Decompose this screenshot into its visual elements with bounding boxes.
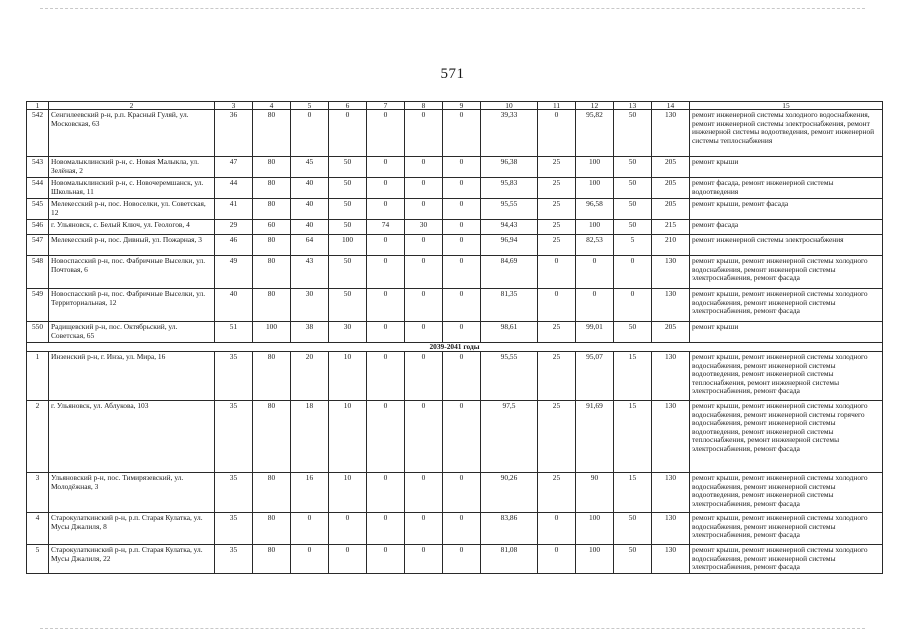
works-cell: ремонт крыши, ремонт инженерной системы холодного водоснабжения, ремонт инженерной системы водоотведения, ремонт инженерной системы теплоснабжения, ремонт инженерной системы электроснабжения, ремонт фасада (690, 352, 883, 401)
value-cell: 0 (443, 157, 481, 178)
value-cell: 80 (253, 352, 291, 401)
value-cell: 0 (443, 235, 481, 256)
row-index: 542 (27, 110, 49, 157)
value-cell: 51 (215, 322, 253, 343)
value-cell: 47 (215, 157, 253, 178)
row-index: 548 (27, 256, 49, 289)
value-cell: 50 (614, 220, 652, 235)
value-cell: 50 (614, 513, 652, 545)
value-cell: 74 (367, 220, 405, 235)
value-cell: 30 (405, 220, 443, 235)
page-number: 571 (440, 66, 465, 82)
value-cell: 130 (652, 545, 690, 574)
value-cell: 0 (443, 545, 481, 574)
value-cell: 50 (614, 199, 652, 220)
value-cell: 205 (652, 178, 690, 199)
value-cell: 0 (367, 352, 405, 401)
value-cell: 130 (652, 513, 690, 545)
value-cell: 0 (443, 322, 481, 343)
column-number: 10 (481, 102, 538, 110)
value-cell: 80 (253, 110, 291, 157)
value-cell: 210 (652, 235, 690, 256)
value-cell: 0 (443, 178, 481, 199)
value-cell: 0 (367, 322, 405, 343)
value-cell: 25 (538, 352, 576, 401)
value-cell: 0 (405, 545, 443, 574)
address-cell: Ульяновский р-н, пос. Тимирязевский, ул. Молодёжная, 3 (49, 473, 215, 513)
value-cell: 0 (291, 513, 329, 545)
value-cell: 81,35 (481, 289, 538, 322)
address-cell: Радищевский р-н, пос. Октябрьский, ул. Советская, 65 (49, 322, 215, 343)
value-cell: 130 (652, 352, 690, 401)
address-cell: Новомалыклинский р-н, с. Новая Малыкла, ул. Зелёная, 2 (49, 157, 215, 178)
value-cell: 130 (652, 289, 690, 322)
value-cell: 0 (367, 199, 405, 220)
value-cell: 80 (253, 473, 291, 513)
value-cell: 30 (291, 289, 329, 322)
value-cell: 16 (291, 473, 329, 513)
value-cell: 0 (329, 513, 367, 545)
value-cell: 95,83 (481, 178, 538, 199)
value-cell: 25 (538, 220, 576, 235)
value-cell: 80 (253, 401, 291, 473)
value-cell: 25 (538, 322, 576, 343)
address-cell: Сенгилеевский р-н, р.п. Красный Гуляй, ул. Московская, 63 (49, 110, 215, 157)
value-cell: 100 (329, 235, 367, 256)
table-body (27, 102, 883, 574)
value-cell: 0 (443, 473, 481, 513)
row-index: 3 (27, 473, 49, 513)
value-cell: 0 (405, 513, 443, 545)
address-cell: Мелекесский р-н, пос. Новоселки, ул. Советская, 12 (49, 199, 215, 220)
value-cell: 30 (329, 322, 367, 343)
column-number: 11 (538, 102, 576, 110)
value-cell: 0 (614, 289, 652, 322)
row-index: 550 (27, 322, 49, 343)
row-index: 1 (27, 352, 49, 401)
table-row (27, 401, 883, 473)
works-cell: ремонт крыши, ремонт инженерной системы холодного водоснабжения, ремонт инженерной системы электроснабжения, ремонт фасада (690, 256, 883, 289)
value-cell: 0 (405, 289, 443, 322)
section-title: 2039-2041 годы (27, 343, 883, 352)
value-cell: 20 (291, 352, 329, 401)
value-cell: 95,55 (481, 199, 538, 220)
column-number: 8 (405, 102, 443, 110)
value-cell: 35 (215, 513, 253, 545)
value-cell: 0 (443, 352, 481, 401)
value-cell: 0 (291, 110, 329, 157)
works-cell: ремонт крыши, ремонт инженерной системы холодного водоснабжения, ремонт инженерной системы электроснабжения, ремонт фасада (690, 545, 883, 574)
value-cell: 80 (253, 157, 291, 178)
value-cell: 0 (443, 256, 481, 289)
value-cell: 95,82 (576, 110, 614, 157)
value-cell: 43 (291, 256, 329, 289)
value-cell: 40 (291, 220, 329, 235)
value-cell: 0 (367, 289, 405, 322)
works-cell: ремонт крыши, ремонт инженерной системы холодного водоснабжения, ремонт инженерной системы электроснабжения, ремонт фасада (690, 513, 883, 545)
value-cell: 130 (652, 256, 690, 289)
value-cell: 90,26 (481, 473, 538, 513)
value-cell: 95,55 (481, 352, 538, 401)
table-row (27, 157, 883, 178)
value-cell: 46 (215, 235, 253, 256)
value-cell: 25 (538, 199, 576, 220)
value-cell: 96,38 (481, 157, 538, 178)
value-cell: 0 (405, 235, 443, 256)
value-cell: 0 (367, 178, 405, 199)
value-cell: 98,61 (481, 322, 538, 343)
value-cell: 10 (329, 473, 367, 513)
value-cell: 0 (405, 473, 443, 513)
address-cell: Новоспасский р-н, пос. Фабричные Выселки, ул. Почтовая, 6 (49, 256, 215, 289)
value-cell: 25 (538, 235, 576, 256)
column-number: 15 (690, 102, 883, 110)
value-cell: 35 (215, 352, 253, 401)
value-cell: 64 (291, 235, 329, 256)
value-cell: 80 (253, 235, 291, 256)
value-cell: 80 (253, 289, 291, 322)
column-number: 3 (215, 102, 253, 110)
value-cell: 0 (614, 256, 652, 289)
works-cell: ремонт фасада, ремонт инженерной системы водоотведения (690, 178, 883, 199)
value-cell: 60 (253, 220, 291, 235)
value-cell: 38 (291, 322, 329, 343)
value-cell: 50 (614, 110, 652, 157)
value-cell: 0 (443, 289, 481, 322)
address-cell: г. Ульяновск, ул. Аблукова, 103 (49, 401, 215, 473)
address-cell: Новомалыклинский р-н, с. Новочеремшанск, ул. Школьная, 11 (49, 178, 215, 199)
value-cell: 205 (652, 199, 690, 220)
row-index: 5 (27, 545, 49, 574)
value-cell: 95,07 (576, 352, 614, 401)
value-cell: 83,86 (481, 513, 538, 545)
value-cell: 0 (405, 322, 443, 343)
table-row (27, 256, 883, 289)
housing-repair-table (26, 101, 883, 574)
column-number: 4 (253, 102, 291, 110)
value-cell: 0 (367, 401, 405, 473)
value-cell: 45 (291, 157, 329, 178)
value-cell: 0 (405, 352, 443, 401)
works-cell: ремонт крыши (690, 157, 883, 178)
value-cell: 0 (538, 513, 576, 545)
value-cell: 0 (367, 256, 405, 289)
value-cell: 29 (215, 220, 253, 235)
address-cell: Новоспасский р-н, пос. Фабричные Выселки, ул. Территориальная, 12 (49, 289, 215, 322)
value-cell: 0 (443, 220, 481, 235)
value-cell: 25 (538, 178, 576, 199)
table-row (27, 220, 883, 235)
address-cell: г. Ульяновск, с. Белый Ключ, ул. Геологов, 4 (49, 220, 215, 235)
row-index: 549 (27, 289, 49, 322)
value-cell: 35 (215, 401, 253, 473)
value-cell: 40 (291, 199, 329, 220)
works-cell: ремонт крыши, ремонт инженерной системы холодного водоснабжения, ремонт инженерной системы водоотведения, ремонт инженерной системы электроснабжения, ремонт фасада (690, 473, 883, 513)
table-row (27, 473, 883, 513)
value-cell: 80 (253, 545, 291, 574)
value-cell: 0 (367, 545, 405, 574)
value-cell: 0 (367, 235, 405, 256)
value-cell: 50 (614, 178, 652, 199)
value-cell: 5 (614, 235, 652, 256)
value-cell: 0 (367, 157, 405, 178)
value-cell: 15 (614, 352, 652, 401)
value-cell: 50 (614, 545, 652, 574)
column-number: 1 (27, 102, 49, 110)
value-cell: 100 (576, 220, 614, 235)
value-cell: 130 (652, 473, 690, 513)
row-index: 4 (27, 513, 49, 545)
value-cell: 0 (538, 289, 576, 322)
value-cell: 15 (614, 401, 652, 473)
value-cell: 0 (538, 256, 576, 289)
value-cell: 35 (215, 473, 253, 513)
value-cell: 100 (253, 322, 291, 343)
value-cell: 99,01 (576, 322, 614, 343)
value-cell: 25 (538, 473, 576, 513)
works-cell: ремонт крыши, ремонт фасада (690, 199, 883, 220)
column-number: 2 (49, 102, 215, 110)
value-cell: 90 (576, 473, 614, 513)
value-cell: 40 (291, 178, 329, 199)
works-cell: ремонт крыши, ремонт инженерной системы холодного водоснабжения, ремонт инженерной системы горячего водоснабжения, ремонт инженерной системы водоотведения, ремонт инженерной системы теплоснабжения, ремонт инженерной системы электроснабжения, ремонт фасада (690, 401, 883, 473)
value-cell: 39,33 (481, 110, 538, 157)
value-cell: 50 (614, 322, 652, 343)
value-cell: 50 (329, 178, 367, 199)
value-cell: 25 (538, 157, 576, 178)
value-cell: 130 (652, 401, 690, 473)
value-cell: 0 (443, 110, 481, 157)
address-cell: Инзенский р-н, г. Инза, ул. Мира, 16 (49, 352, 215, 401)
value-cell: 100 (576, 178, 614, 199)
value-cell: 50 (329, 220, 367, 235)
value-cell: 0 (576, 256, 614, 289)
value-cell: 49 (215, 256, 253, 289)
table-row (27, 322, 883, 343)
value-cell: 50 (329, 256, 367, 289)
row-index: 547 (27, 235, 49, 256)
value-cell: 0 (367, 513, 405, 545)
value-cell: 15 (614, 473, 652, 513)
value-cell: 0 (538, 110, 576, 157)
row-index: 2 (27, 401, 49, 473)
top-scan-artifact (40, 8, 865, 10)
table-row (27, 545, 883, 574)
value-cell: 80 (253, 513, 291, 545)
value-cell: 91,69 (576, 401, 614, 473)
address-cell: Старокулаткинский р-н, р.п. Старая Кулатка, ул. Мусы Джалиля, 22 (49, 545, 215, 574)
value-cell: 100 (576, 545, 614, 574)
value-cell: 50 (329, 199, 367, 220)
row-index: 546 (27, 220, 49, 235)
table-row (27, 352, 883, 401)
value-cell: 80 (253, 199, 291, 220)
column-number: 12 (576, 102, 614, 110)
row-index: 545 (27, 199, 49, 220)
value-cell: 215 (652, 220, 690, 235)
value-cell: 94,43 (481, 220, 538, 235)
value-cell: 0 (405, 401, 443, 473)
column-number: 6 (329, 102, 367, 110)
value-cell: 80 (253, 178, 291, 199)
value-cell: 0 (291, 545, 329, 574)
value-cell: 84,69 (481, 256, 538, 289)
works-cell: ремонт инженерной системы электроснабжения (690, 235, 883, 256)
value-cell: 82,53 (576, 235, 614, 256)
value-cell: 10 (329, 352, 367, 401)
value-cell: 205 (652, 322, 690, 343)
table-row (27, 289, 883, 322)
value-cell: 130 (652, 110, 690, 157)
column-number: 13 (614, 102, 652, 110)
table-row (27, 235, 883, 256)
value-cell: 100 (576, 513, 614, 545)
table-row (27, 513, 883, 545)
value-cell: 0 (538, 545, 576, 574)
works-cell: ремонт инженерной системы холодного водоснабжения, ремонт инженерной системы электроснабжения, ремонт инженерной системы водоотведения, ремонт инженерной системы теплоснабжения (690, 110, 883, 157)
value-cell: 25 (538, 401, 576, 473)
works-cell: ремонт крыши, ремонт инженерной системы холодного водоснабжения, ремонт инженерной системы электроснабжения, ремонт фасада (690, 289, 883, 322)
value-cell: 0 (443, 199, 481, 220)
value-cell: 81,08 (481, 545, 538, 574)
row-index: 543 (27, 157, 49, 178)
value-cell: 40 (215, 289, 253, 322)
value-cell: 97,5 (481, 401, 538, 473)
value-cell: 44 (215, 178, 253, 199)
value-cell: 0 (405, 110, 443, 157)
section-row (27, 343, 883, 352)
value-cell: 0 (405, 178, 443, 199)
value-cell: 0 (443, 513, 481, 545)
value-cell: 0 (405, 256, 443, 289)
works-cell: ремонт крыши (690, 322, 883, 343)
value-cell: 0 (443, 401, 481, 473)
value-cell: 36 (215, 110, 253, 157)
value-cell: 0 (329, 545, 367, 574)
value-cell: 0 (329, 110, 367, 157)
table-row (27, 199, 883, 220)
value-cell: 0 (405, 199, 443, 220)
column-number: 9 (443, 102, 481, 110)
table-row (27, 110, 883, 157)
column-number: 5 (291, 102, 329, 110)
value-cell: 10 (329, 401, 367, 473)
value-cell: 0 (405, 157, 443, 178)
value-cell: 80 (253, 256, 291, 289)
value-cell: 50 (614, 157, 652, 178)
address-cell: Старокулаткинский р-н, р.п. Старая Кулатка, ул. Мусы Джалиля, 8 (49, 513, 215, 545)
value-cell: 50 (329, 157, 367, 178)
value-cell: 41 (215, 199, 253, 220)
column-number: 7 (367, 102, 405, 110)
value-cell: 0 (367, 110, 405, 157)
value-cell: 205 (652, 157, 690, 178)
column-number: 14 (652, 102, 690, 110)
row-index: 544 (27, 178, 49, 199)
value-cell: 0 (367, 473, 405, 513)
address-cell: Мелекесский р-н, пос. Дивный, ул. Пожарная, 3 (49, 235, 215, 256)
value-cell: 0 (576, 289, 614, 322)
value-cell: 50 (329, 289, 367, 322)
value-cell: 100 (576, 157, 614, 178)
header-row (27, 102, 883, 110)
value-cell: 96,94 (481, 235, 538, 256)
value-cell: 18 (291, 401, 329, 473)
table-row (27, 178, 883, 199)
value-cell: 96,58 (576, 199, 614, 220)
value-cell: 35 (215, 545, 253, 574)
bottom-scan-artifact (40, 628, 865, 630)
works-cell: ремонт фасада (690, 220, 883, 235)
